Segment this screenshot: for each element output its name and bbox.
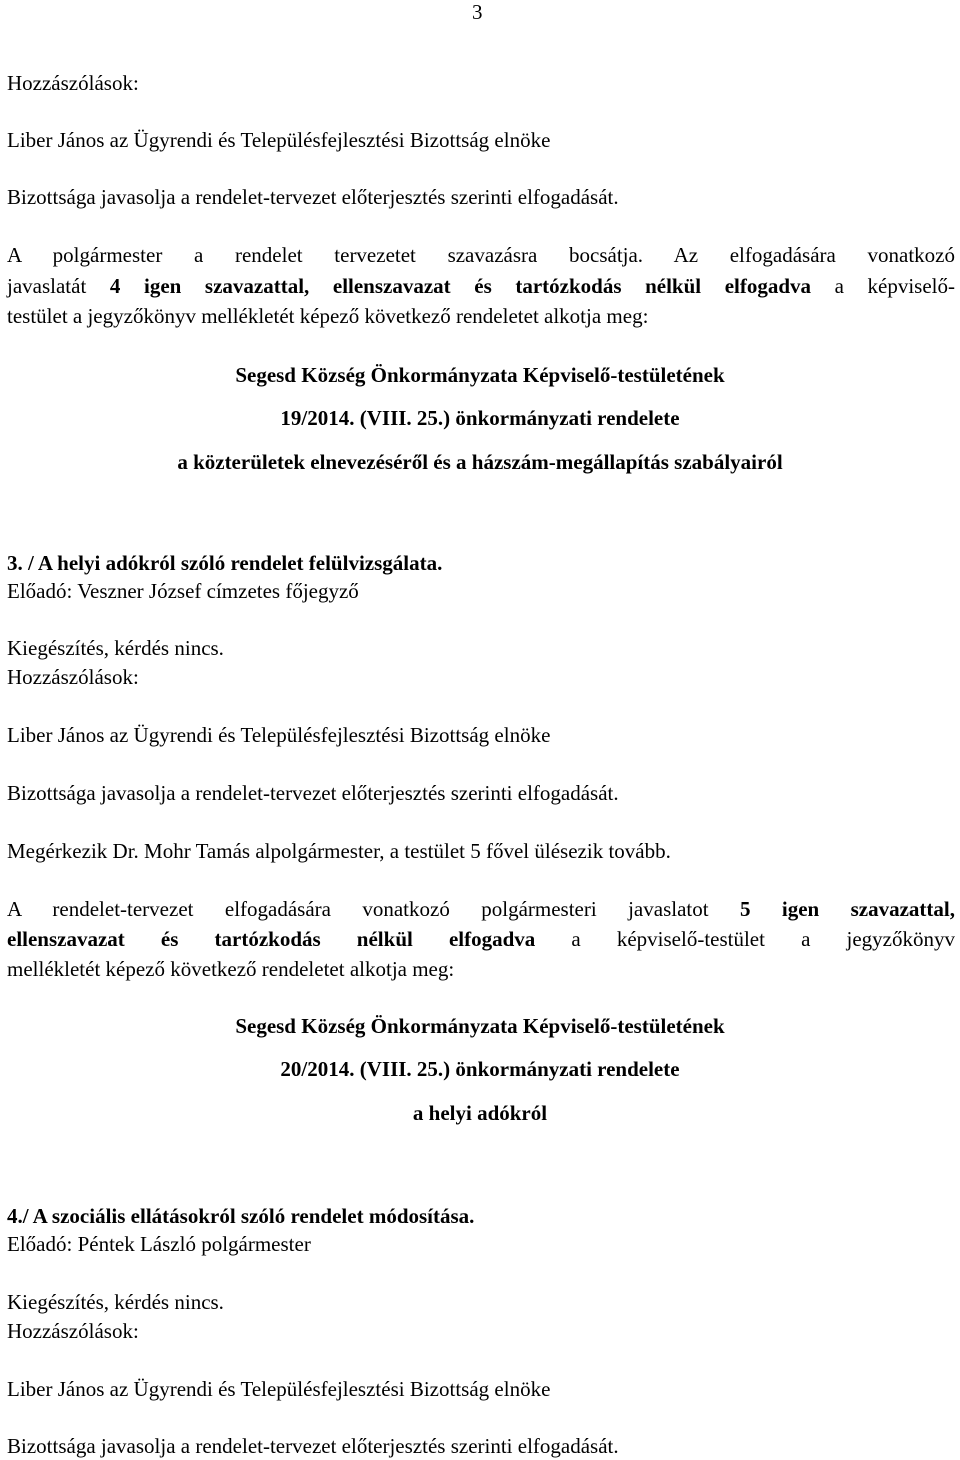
vote-text: javaslatát xyxy=(7,274,110,298)
vote-text: a képviselő- xyxy=(811,274,956,298)
speaker-line: Liber János az Ügyrendi és Településfejlesztési Bizottság elnöke xyxy=(7,128,551,152)
vote-paragraph-line xyxy=(7,926,955,952)
page-number: 3 xyxy=(472,0,483,24)
committee-recommendation: Bizottsága javasolja a rendelet-tervezet előterjesztés szerinti elfogadását. xyxy=(7,1434,619,1458)
presenter-line: Előadó: Péntek László polgármester xyxy=(7,1232,311,1256)
vote-result: ellenszavazat és tartózkodás nélkül elfogadva xyxy=(7,927,536,951)
vote-result: 4 igen szavazattal, ellenszavazat és tartózkodás nélkül elfogadva xyxy=(109,274,812,298)
vote-text: A polgármester a rendelet tervezetet szavazásra bocsátja. Az elfogadására vonatkozó xyxy=(7,243,955,267)
comments-label: Hozzászólások: xyxy=(7,665,139,689)
agenda-heading: 3. / A helyi adókról szóló rendelet felülvizsgálata. xyxy=(7,551,443,575)
no-questions-line: Kiegészítés, kérdés nincs. xyxy=(7,636,224,660)
arrival-note: Megérkezik Dr. Mohr Tamás alpolgármester, a testület 5 fővel ülésezik tovább. xyxy=(7,839,671,863)
vote-paragraph-line xyxy=(7,896,955,922)
vote-paragraph-line: testület a jegyzőkönyv mellékletét képező következő rendeletet alkotja meg: xyxy=(7,304,649,328)
vote-text: A rendelet-tervezet elfogadására vonatkozó polgármesteri javaslatot xyxy=(7,897,740,921)
agenda-heading: 4./ A szociális ellátásokról szóló rendelet módosítása. xyxy=(7,1204,475,1228)
no-questions-line: Kiegészítés, kérdés nincs. xyxy=(7,1290,224,1314)
presenter-line: Előadó: Veszner József címzetes főjegyző xyxy=(7,579,359,603)
committee-recommendation: Bizottsága javasolja a rendelet-tervezet előterjesztés szerinti elfogadását. xyxy=(7,185,619,209)
decree-subject: a helyi adókról xyxy=(412,1101,548,1125)
vote-paragraph-line: mellékletét képező következő rendeletet alkotja meg: xyxy=(7,957,455,981)
vote-paragraph-line xyxy=(7,242,955,268)
decree-authority: Segesd Község Önkormányzata Képviselő-testületének xyxy=(235,1014,725,1038)
decree-authority: Segesd Község Önkormányzata Képviselő-testületének xyxy=(235,363,725,387)
decree-number: 20/2014. (VIII. 25.) önkormányzati rendelete xyxy=(280,1057,680,1081)
speaker-line: Liber János az Ügyrendi és Településfejlesztési Bizottság elnöke xyxy=(7,1377,551,1401)
decree-number: 19/2014. (VIII. 25.) önkormányzati rendelete xyxy=(280,406,680,430)
vote-text: a képviselő-testület a jegyzőkönyv xyxy=(535,927,955,951)
decree-subject: a közterületek elnevezéséről és a házszám-megállapítás szabályairól xyxy=(177,450,783,474)
comments-label: Hozzászólások: xyxy=(7,71,139,95)
committee-recommendation: Bizottsága javasolja a rendelet-tervezet előterjesztés szerinti elfogadását. xyxy=(7,781,619,805)
comments-label: Hozzászólások: xyxy=(7,1319,139,1343)
vote-paragraph-line xyxy=(7,273,955,299)
speaker-line: Liber János az Ügyrendi és Településfejlesztési Bizottság elnöke xyxy=(7,723,551,747)
vote-result: 5 igen szavazattal, xyxy=(739,897,955,921)
